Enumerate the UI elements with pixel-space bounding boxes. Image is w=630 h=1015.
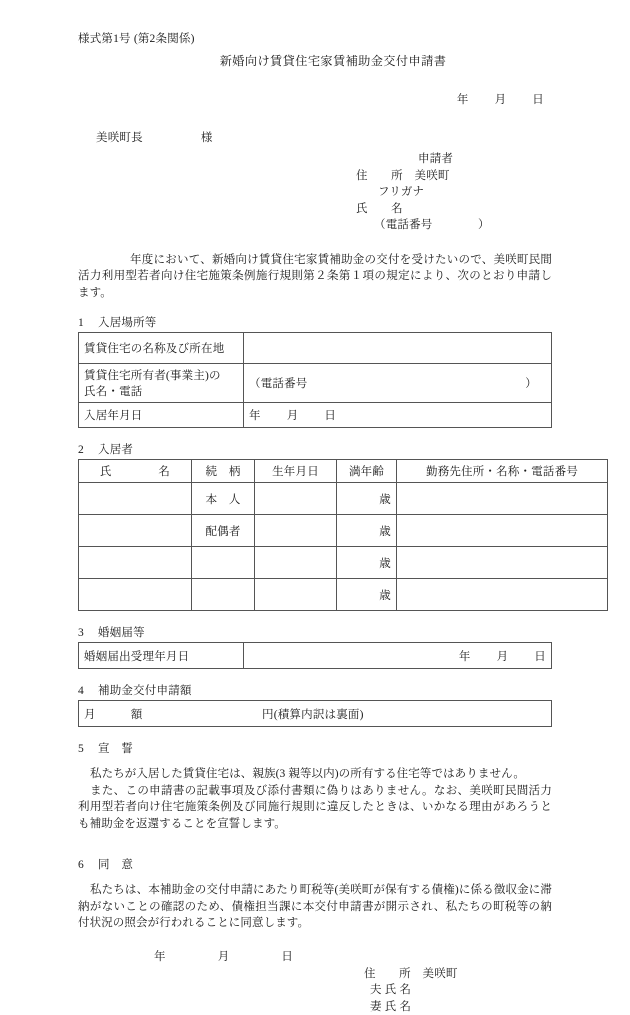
section1-number: 1 xyxy=(78,317,98,329)
applicant-furigana-label: フリガナ xyxy=(78,184,552,201)
section4-table xyxy=(78,700,552,727)
signature-date-year: 年 xyxy=(154,951,166,963)
form-number: 様式第1号 (第2条関係) xyxy=(78,30,552,46)
section6-body xyxy=(78,882,552,932)
s2-r2-name[interactable] xyxy=(79,515,192,547)
section1-table xyxy=(78,332,552,428)
s1-row2-label xyxy=(79,364,244,403)
table-header-row xyxy=(79,460,608,483)
signature-address-row xyxy=(78,966,552,983)
addressee-honorific: 様 xyxy=(201,129,213,145)
section5-number: 5 xyxy=(78,743,98,755)
s2-r4-workplace[interactable] xyxy=(397,579,608,611)
applicant-address-label: 住 所 xyxy=(356,170,403,182)
section3-number: 3 xyxy=(78,627,98,639)
section6-title: 同 意 xyxy=(98,859,133,871)
signature-date-day: 日 xyxy=(281,951,293,963)
table-row xyxy=(79,483,608,515)
addressee xyxy=(96,129,213,145)
addressee-row xyxy=(78,129,552,149)
s2-col-workplace: 勤務先住所・名称・電話番号 xyxy=(397,460,608,483)
s2-r2-workplace[interactable] xyxy=(397,515,608,547)
table-row xyxy=(79,364,552,403)
signature-wife-label: 妻 氏 名 xyxy=(78,999,552,1015)
intro-paragraph: 年度において、新婚向け賃貸住宅家賃補助金の交付を受けたいので、美咲町民間活力利用型若者向け住宅施策条例施行規則第２条第１項の規定により、次のとおり申請します。 xyxy=(78,252,552,302)
section5-paragraph-1: 私たちが入居した賃貸住宅は、親族(3 親等以内)の所有する住宅等ではありません。 xyxy=(78,766,552,783)
signature-date-line xyxy=(78,948,552,964)
table-row xyxy=(79,333,552,364)
s4-amount-inner xyxy=(84,706,546,722)
s3-row-value[interactable] xyxy=(244,643,552,669)
s4-row-label: 月 額 xyxy=(84,709,143,721)
signature-husband-label: 夫 氏 名 xyxy=(78,982,552,999)
s1-row2-tel-close: ） xyxy=(525,375,537,391)
applicant-tel-row xyxy=(78,217,552,234)
s2-col-name: 氏 名 xyxy=(79,460,192,483)
table-row xyxy=(79,701,552,727)
s2-r1-workplace[interactable] xyxy=(397,483,608,515)
addressee-name: 美咲町長 xyxy=(96,132,143,144)
section5-paragraph-2: また、この申請書の記載事項及び添付書類に偽りはありません。なお、美咲町民間活力利用型若者向け住宅施策条例及び同施行規則に違反したときは、いかなる理由があろうとも補助金を返還することを宣誓します。 xyxy=(78,783,552,833)
applicant-block xyxy=(78,151,552,234)
header-date-line xyxy=(78,91,544,107)
header-date-year: 年 xyxy=(457,94,469,106)
signature-date-month: 月 xyxy=(218,951,230,963)
s1-row2-value[interactable] xyxy=(244,364,552,403)
s2-r2-relation: 配偶者 xyxy=(192,515,255,547)
s4-unit-note: 円(積算内訳は裏面) xyxy=(262,706,364,722)
s2-r4-relation[interactable] xyxy=(192,579,255,611)
table-row xyxy=(79,579,608,611)
section2-heading xyxy=(78,441,552,457)
page-title: 新婚向け賃貸住宅家賃補助金交付申請書 xyxy=(78,52,552,69)
section4-title: 補助金交付申請額 xyxy=(98,685,192,697)
s2-r3-relation[interactable] xyxy=(192,547,255,579)
section2-number: 2 xyxy=(78,444,98,456)
s2-r4-age[interactable]: 歳 xyxy=(337,579,397,611)
applicant-label: 申請者 xyxy=(78,151,552,168)
s2-r4-name[interactable] xyxy=(79,579,192,611)
s2-r1-age[interactable]: 歳 xyxy=(337,483,397,515)
s3-month: 月 xyxy=(497,651,509,663)
applicant-address-value: 美咲町 xyxy=(415,170,450,182)
applicant-address-row xyxy=(78,168,552,185)
s2-col-relation: 続 柄 xyxy=(192,460,255,483)
signature-block xyxy=(78,966,552,1015)
s1-row2-label-line2: 氏名・電話 xyxy=(84,386,143,398)
table-row xyxy=(79,403,552,428)
s2-r1-dob[interactable] xyxy=(255,483,337,515)
section5-body xyxy=(78,766,552,832)
s4-amount-cell[interactable] xyxy=(79,701,552,727)
s2-r1-name[interactable] xyxy=(79,483,192,515)
applicant-tel-close: ） xyxy=(478,217,490,234)
s2-col-age: 満年齢 xyxy=(337,460,397,483)
s2-r2-dob[interactable] xyxy=(255,515,337,547)
section3-title: 婚姻届等 xyxy=(98,627,145,639)
s1-row3-month: 月 xyxy=(287,410,299,422)
s3-year: 年 xyxy=(459,651,471,663)
s1-row3-label: 入居年月日 xyxy=(79,403,244,428)
signature-address-value: 美咲町 xyxy=(423,968,458,980)
s2-r3-name[interactable] xyxy=(79,547,192,579)
section4-number: 4 xyxy=(78,685,98,697)
s1-row2-label-line1: 賃貸住宅所有者(事業主)の xyxy=(84,370,221,382)
s3-day: 日 xyxy=(534,651,546,663)
section4-heading xyxy=(78,682,552,698)
table-row xyxy=(79,515,608,547)
table-row xyxy=(79,547,608,579)
section1-heading xyxy=(78,314,552,330)
s2-r2-age[interactable]: 歳 xyxy=(337,515,397,547)
s1-row3-year: 年 xyxy=(249,410,261,422)
section3-table xyxy=(78,642,552,669)
section3-heading xyxy=(78,624,552,640)
header-date-day: 日 xyxy=(532,94,544,106)
s1-row3-day: 日 xyxy=(324,410,336,422)
section5-title: 宣 誓 xyxy=(98,743,133,755)
applicant-name-label: 氏 名 xyxy=(78,201,552,218)
s2-r4-dob[interactable] xyxy=(255,579,337,611)
s1-row1-value[interactable] xyxy=(244,333,552,364)
section6-number: 6 xyxy=(78,859,98,871)
s2-r1-relation: 本 人 xyxy=(192,483,255,515)
section6-heading xyxy=(78,856,552,872)
s3-row-label: 婚姻届出受理年月日 xyxy=(79,643,244,669)
section2-title: 入居者 xyxy=(98,444,133,456)
s2-col-dob: 生年月日 xyxy=(255,460,337,483)
section2-table xyxy=(78,459,608,611)
section1-title: 入居場所等 xyxy=(98,317,157,329)
s2-r3-workplace[interactable] xyxy=(397,547,608,579)
s2-r3-dob[interactable] xyxy=(255,547,337,579)
table-row xyxy=(79,643,552,669)
s1-row3-value[interactable] xyxy=(244,403,552,428)
applicant-tel-label: （電話番号 xyxy=(374,219,433,231)
section5-heading xyxy=(78,740,552,756)
section6-paragraph-1: 私たちは、本補助金の交付申請にあたり町税等(美咲町が保有する債権)に係る徴収金に滞納がないことの確認のため、債権担当課に本交付申請書が開示され、私たちの町税等の納付状況の照会が行われることに同意します。 xyxy=(78,882,552,932)
s1-row1-label: 賃貸住宅の名称及び所在地 xyxy=(79,333,244,364)
s1-row2-tel-label: （電話番号 xyxy=(249,378,308,390)
s2-r3-age[interactable]: 歳 xyxy=(337,547,397,579)
signature-address-label: 住 所 xyxy=(364,968,411,980)
header-date-month: 月 xyxy=(495,94,507,106)
